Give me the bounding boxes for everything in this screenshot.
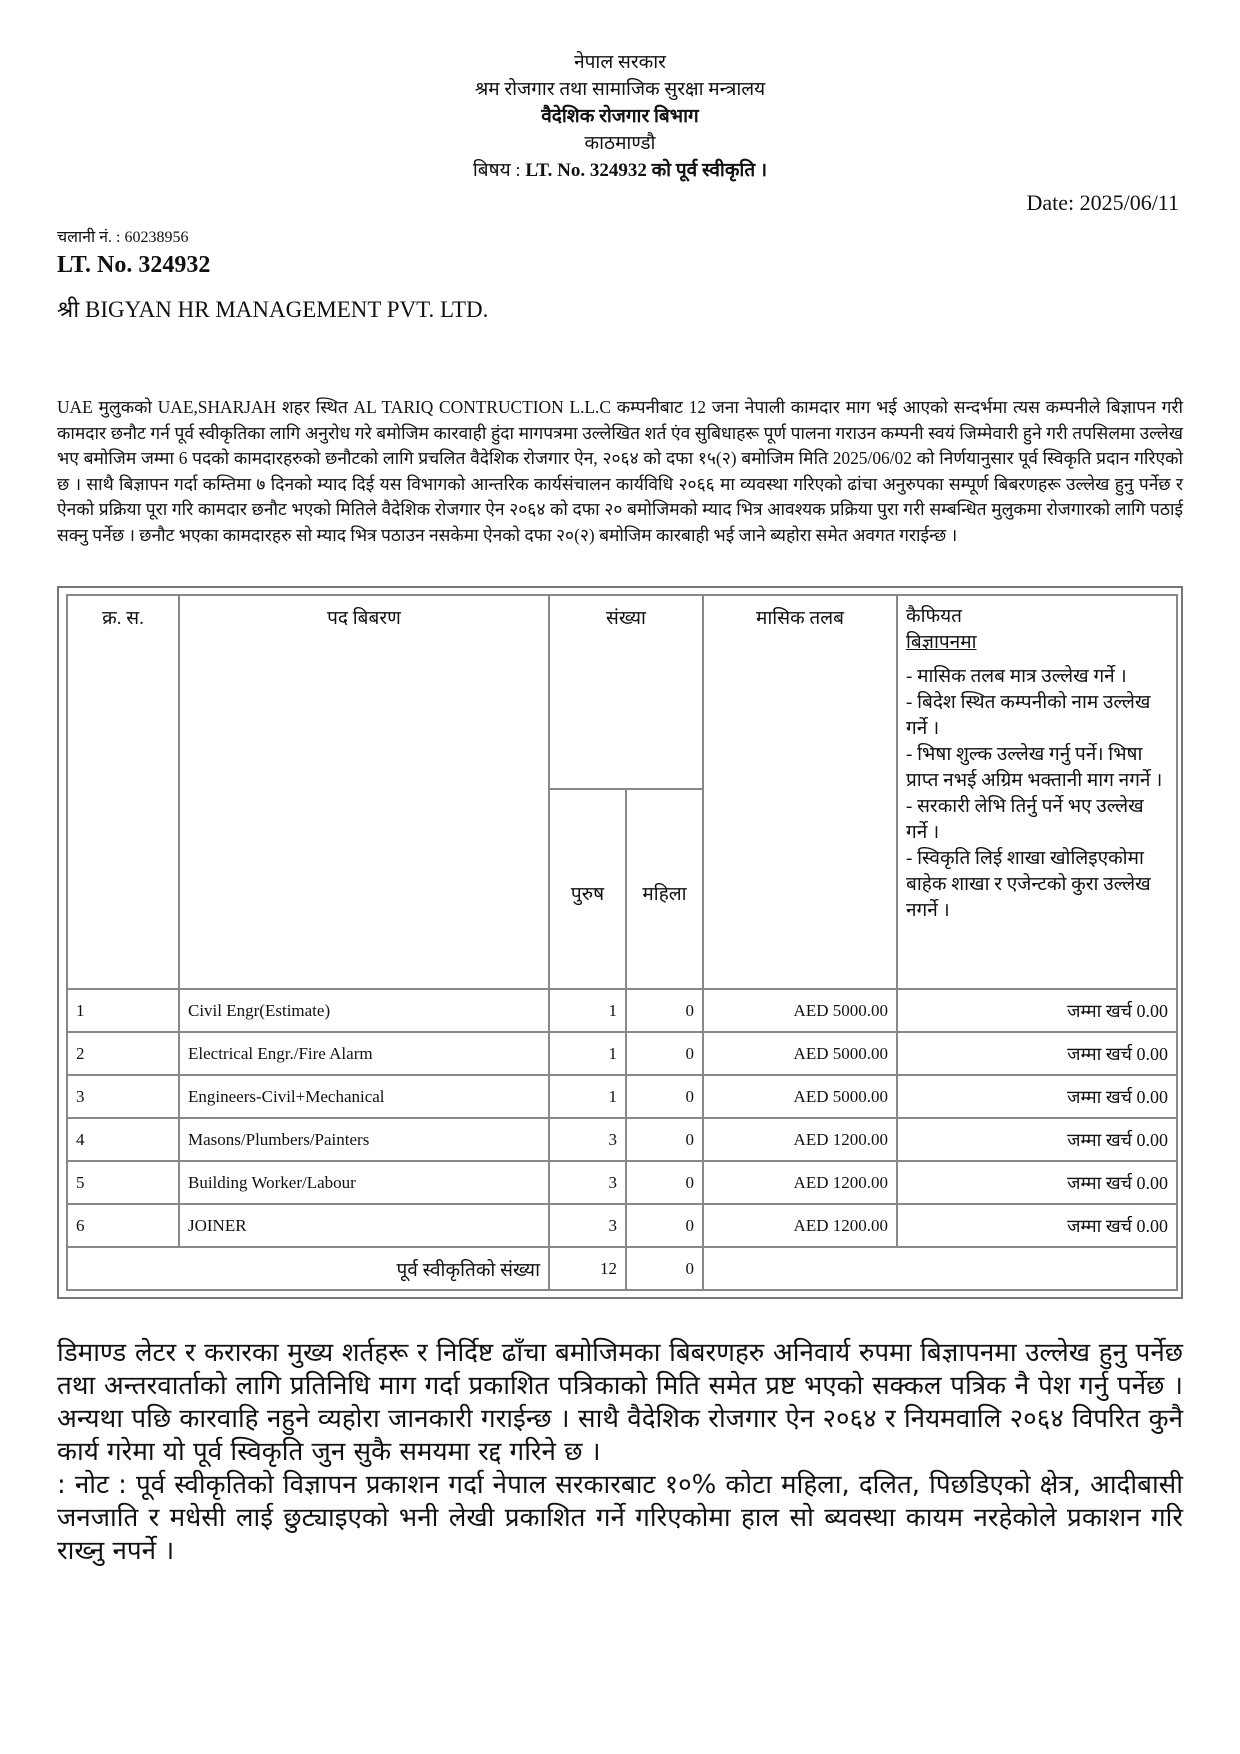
- cell-female: 0: [626, 989, 703, 1032]
- cell-male: 3: [549, 1161, 626, 1204]
- cell-male: 1: [549, 989, 626, 1032]
- cell-sn: 5: [67, 1161, 179, 1204]
- cell-post: Electrical Engr./Fire Alarm: [179, 1032, 549, 1075]
- cell-salary: AED 5000.00: [703, 989, 897, 1032]
- total-label: पूर्व स्वीकृतिको संख्या: [67, 1247, 549, 1290]
- header-ministry: श्रम रोजगार तथा सामाजिक सुरक्षा मन्त्रालय: [474, 79, 766, 100]
- col-header-count: संख्या: [549, 595, 703, 789]
- cell-salary: AED 1200.00: [703, 1118, 897, 1161]
- cell-female: 0: [626, 1118, 703, 1161]
- cell-female: 0: [626, 1161, 703, 1204]
- remarks-title: कैफियत: [906, 606, 963, 627]
- cell-female: 0: [626, 1075, 703, 1118]
- cell-sn: 2: [67, 1032, 179, 1075]
- col-header-male: पुरुष: [549, 789, 626, 989]
- remarks-item: - मासिक तलब मात्र उल्लेख गर्ने ।: [906, 666, 1127, 687]
- table-row: [67, 1161, 1177, 1204]
- table-total-row: [67, 1247, 1177, 1290]
- subject-prefix: बिषय :: [472, 160, 526, 181]
- cell-cost: जम्मा खर्च 0.00: [897, 1204, 1177, 1247]
- cell-female: 0: [626, 1032, 703, 1075]
- letter-date: Date: 2025/06/11: [1026, 190, 1179, 215]
- col-header-remarks: [897, 595, 1177, 989]
- table-row: [67, 1032, 1177, 1075]
- col-header-post: पद बिबरण: [179, 595, 549, 989]
- lt-number: LT. No. 324932: [57, 252, 211, 278]
- header-city: काठमाण्डौ: [584, 133, 656, 154]
- cell-male: 3: [549, 1204, 626, 1247]
- remarks-item: - स्विकृति लिई शाखा खोलिइएकोमा बाहेक शाखा र एजेन्टको कुरा उल्लेख नगर्ने ।: [906, 848, 1151, 921]
- cell-salary: AED 5000.00: [703, 1075, 897, 1118]
- subject-ltno: LT. No. 324932: [525, 160, 647, 181]
- total-empty-cell: [703, 1247, 1177, 1290]
- remarks-item: - सरकारी लेभि तिर्नु पर्ने भए उल्लेख गर्ने ।: [906, 796, 1144, 843]
- cell-salary: AED 5000.00: [703, 1032, 897, 1075]
- body-paragraph: UAE मुलुकको UAE,SHARJAH शहर स्थित AL TARIQ CONTRUCTION L.L.C कम्पनीबाट 12 जना नेपाली कामदार माग भई आएको सन्दर्भमा त्यस कम्पनीले बिज्ञापन गरी कामदार छनौट गर्न पूर्व स्वीकृतिका लागि अनुरोध गरे बमोजिम कारवाही हुंदा मागपत्रमा उल्लेखित शर्त एंव सुबिधाहरू पूर्ण पालना गराउन कम्पनी स्वयं जिम्मेवारी हुने गरी तपसिलमा उल्लेख भए बमोजिम जम्मा 6 पदको कामदारहरुको छनौटको लागि प्रचलित वैदेशिक रोजगार ऐन, २०६४ को दफा १५(२) बमोजिम मिति 2025/06/02 को निर्णयानुसार पूर्व स्विकृति प्रदान गरिएको छ । साथै बिज्ञापन गर्दा कम्तिमा ७ दिनको म्याद दिई यस विभागको आन्तरिक कार्यसंचालन कार्यविधि २०६६ मा व्यवस्था गरिएको ढांचा अनुरुपका सम्पूर्ण बिबरणहरू उल्लेख हुनु पर्नेछ र ऐनको प्रक्रिया पूरा गरि कामदार छनौट भएको मितिले वैदेशिक रोजगार ऐन २०६४ को दफा २० बमोजिमको म्याद भित्र आवश्यक प्रक्रिया पुरा गरी सम्बन्धित मुलुकमा रोजगारको लागि पठाई सक्नु पर्नेछ । छनौट भएका कामदारहरु सो म्याद भित्र पठाउन नसकेमा ऐनको दफा २०(२) बमोजिम कारबाही भई जाने ब्यहोरा समेत अवगत गराईन्छ ।: [57, 397, 1183, 545]
- table-header-row: [67, 595, 1177, 789]
- cell-post: Engineers-Civil+Mechanical: [179, 1075, 549, 1118]
- remarks-item: - भिषा शुल्क उल्लेख गर्नु पर्ने। भिषा प्राप्त नभई अग्रिम भक्तानी माग नगर्ने ।: [906, 744, 1163, 791]
- cell-salary: AED 1200.00: [703, 1204, 897, 1247]
- col-header-female: महिला: [626, 789, 703, 989]
- instructions-section: [57, 1337, 1183, 1568]
- header-subject: [0, 158, 1240, 184]
- cell-salary: AED 1200.00: [703, 1161, 897, 1204]
- cell-sn: 1: [67, 989, 179, 1032]
- cell-male: 3: [549, 1118, 626, 1161]
- approval-table: [66, 594, 1178, 1291]
- cell-post: JOINER: [179, 1204, 549, 1247]
- cell-cost: जम्मा खर्च 0.00: [897, 1118, 1177, 1161]
- cell-sn: 4: [67, 1118, 179, 1161]
- note-paragraph: : नोट : पूर्व स्वीकृतिको विज्ञापन प्रकाशन गर्दा नेपाल सरकारबाट १०% कोटा महिला, दलित, पिछडिएको क्षेत्र, आदीबासी जनजाति र मधेसी लाई छुट्याइएको भनी लेखी प्रकाशित गर्ने गरिएकोमा हाल सो ब्यवस्था कायम नरहेकोले प्रकाशन गरि राख्नु नपर्ने ।: [57, 1470, 1183, 1566]
- col-header-salary: मासिक तलब: [703, 595, 897, 989]
- instructions-paragraph: डिमाण्ड लेटर र करारका मुख्य शर्तहरू र निर्दिष्ट ढाँचा बमोजिमका बिबरणहरु अनिवार्य रुपमा बिज्ञापनमा उल्लेख हुनु पर्नेछ तथा अन्तरवार्ताको लागि प्रतिनिधि माग गर्दा प्रकाशित पत्रिकाको मिति समेत प्रष्ट भएको सक्कल पत्रिक नै पेश गर्नु पर्नेछ । अन्यथा पछि कारवाहि नहुने व्यहोरा जानकारी गराईन्छ । साथै वैदेशिक रोजगार ऐन २०६४ र नियमवालि २०६४ विपरित कुनै कार्य गरेमा यो पूर्व स्विकृति जुन सुकै समयमा रद्द गरिने छ ।: [57, 1338, 1183, 1467]
- cell-post: Civil Engr(Estimate): [179, 989, 549, 1032]
- cell-male: 1: [549, 1032, 626, 1075]
- dispatch-number: चलानी नं. : 60238956: [57, 229, 189, 246]
- subject-suffix: को पूर्व स्वीकृति ।: [646, 160, 768, 181]
- cell-sn: 6: [67, 1204, 179, 1247]
- table-row: [67, 989, 1177, 1032]
- cell-post: Building Worker/Labour: [179, 1161, 549, 1204]
- cell-cost: जम्मा खर्च 0.00: [897, 1161, 1177, 1204]
- remarks-list: [906, 664, 1168, 924]
- cell-male: 1: [549, 1075, 626, 1118]
- header-department: वैदेशिक रोजगार बिभाग: [541, 106, 699, 127]
- total-female: 0: [626, 1247, 703, 1290]
- cell-post: Masons/Plumbers/Painters: [179, 1118, 549, 1161]
- cell-cost: जम्मा खर्च 0.00: [897, 1075, 1177, 1118]
- total-male: 12: [549, 1247, 626, 1290]
- cell-cost: जम्मा खर्च 0.00: [897, 989, 1177, 1032]
- table-row: [67, 1075, 1177, 1118]
- table-row: [67, 1118, 1177, 1161]
- cell-cost: जम्मा खर्च 0.00: [897, 1032, 1177, 1075]
- header-government: नेपाल सरकार: [574, 52, 666, 73]
- remarks-subtitle: बिज्ञापनमा: [906, 632, 977, 653]
- cell-sn: 3: [67, 1075, 179, 1118]
- cell-female: 0: [626, 1204, 703, 1247]
- remarks-item: - बिदेश स्थित कम्पनीको नाम उल्लेख गर्ने ।: [906, 692, 1151, 739]
- table-row: [67, 1204, 1177, 1247]
- addressee: श्री BIGYAN HR MANAGEMENT PVT. LTD.: [57, 297, 489, 322]
- col-header-sn: क्र. स.: [67, 595, 179, 989]
